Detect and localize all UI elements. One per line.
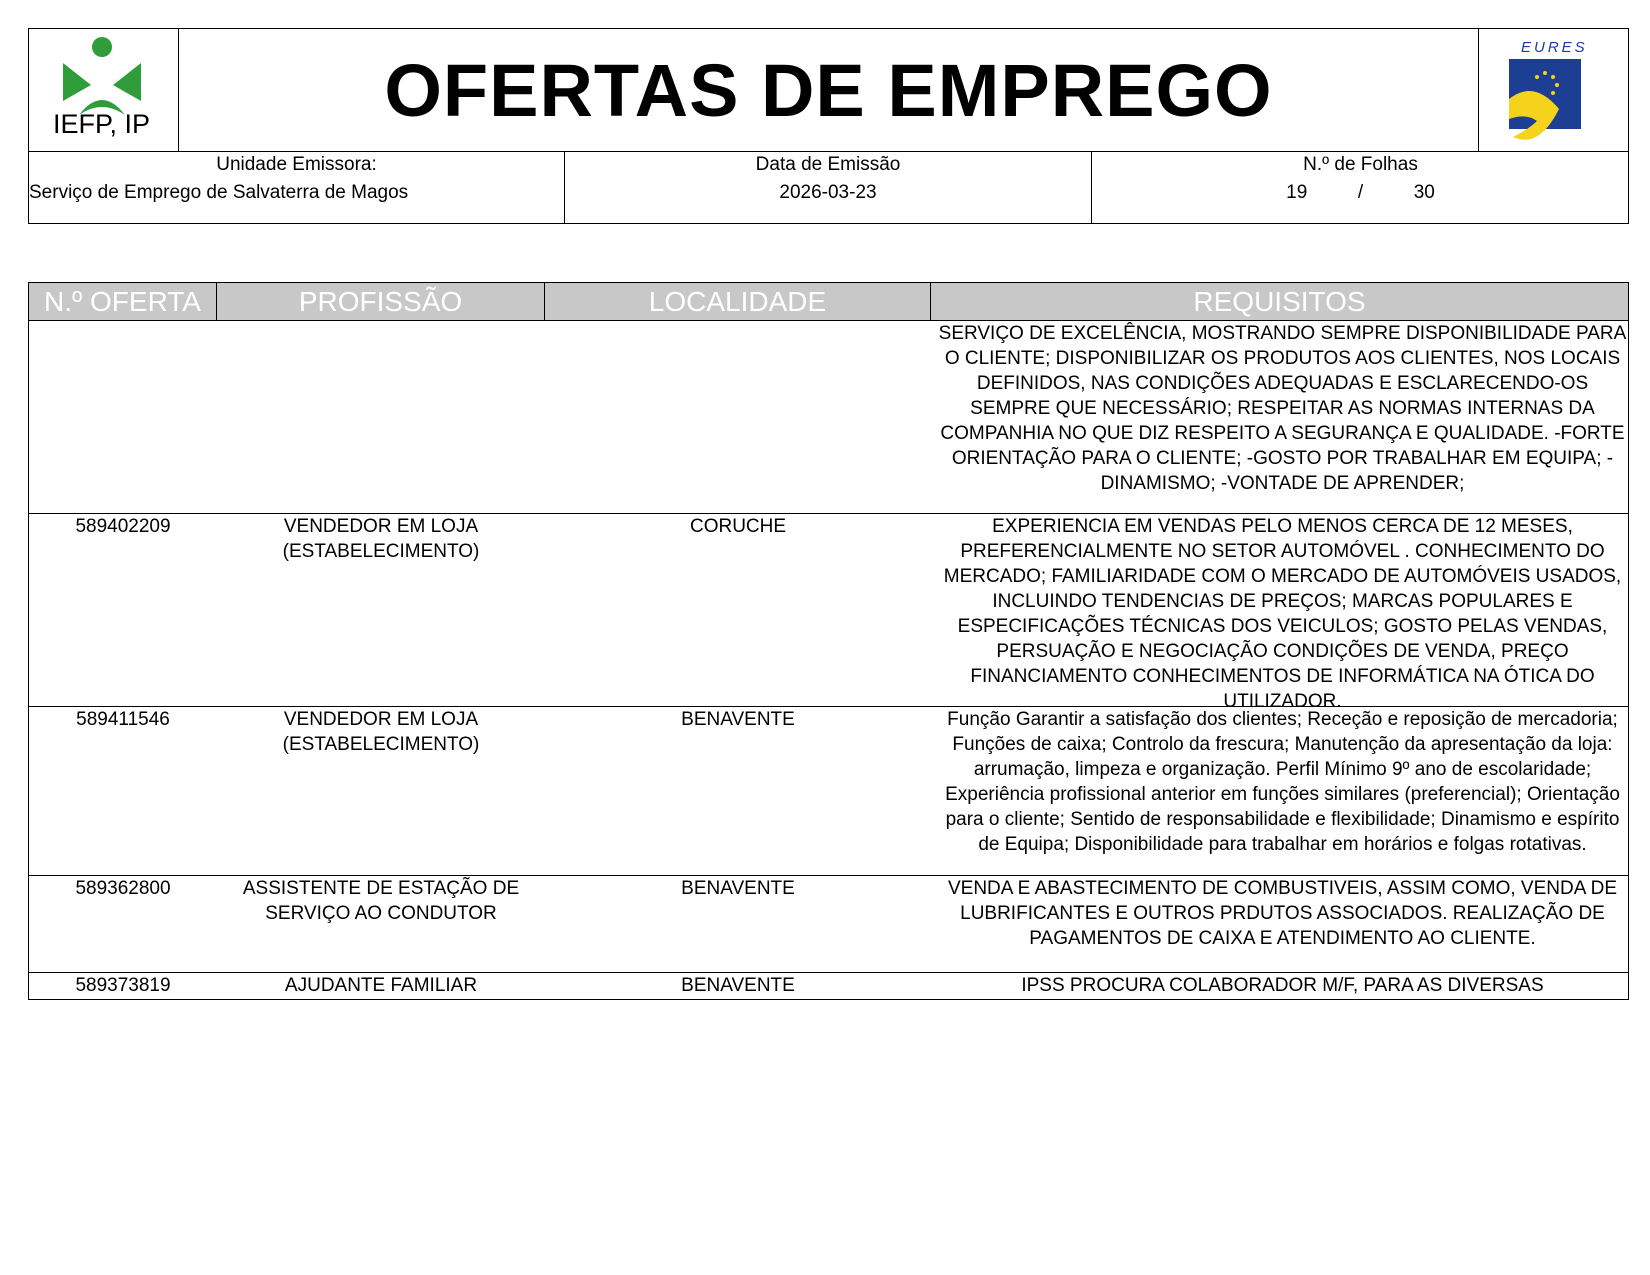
profissao: VENDEDOR EM LOJA (ESTABELECIMENTO) bbox=[282, 709, 480, 755]
oferta-number: 589411546 bbox=[76, 709, 170, 730]
oferta-number: 589373819 bbox=[75, 975, 171, 996]
job-offers-table bbox=[28, 282, 1629, 1000]
iefp-logo-text: IEFP, IP bbox=[53, 109, 151, 139]
column-header-profissao: PROFISSÃO bbox=[217, 283, 545, 320]
header-info-row bbox=[29, 151, 1628, 223]
localidade: CORUCHE bbox=[689, 516, 787, 537]
folhas-separator: / bbox=[1357, 182, 1364, 203]
data-emissao-cell bbox=[565, 151, 1092, 223]
localidade: BENAVENTE bbox=[681, 975, 795, 996]
folhas-label: N.º de Folhas bbox=[1303, 154, 1418, 175]
column-header-localidade: LOCALIDADE bbox=[545, 283, 931, 320]
localidade: BENAVENTE bbox=[681, 709, 795, 730]
folhas-total: 30 bbox=[1413, 182, 1435, 203]
table-row bbox=[29, 321, 1628, 514]
column-header-oferta: N.º OFERTA bbox=[29, 283, 217, 320]
eures-logo-text: EURES bbox=[1521, 39, 1588, 56]
requisitos: VENDA E ABASTECIMENTO DE COMBUSTIVEIS, ASSIM COMO, VENDA DE LUBRIFICANTES E OUTROS PRDUTOS ASSOCIADOS. REALIZAÇÃO DE PAGAMENTOS DE CAIXA E ATENDIMENTO AO CLIENTE. bbox=[947, 878, 1618, 949]
requisitos: Função Garantir a satisfação dos clientes; Receção e reposição de mercadoria; Funções de caixa; Controlo da frescura; Manutenção da apresentação da loja: arrumação, limpeza e organização. Perfil Mínimo 9º ano de escolaridade; Experiência profissional anterior em funções similares (preferencial); Orientação para o cliente; Sentido de responsabilidade e flexibilidade; Dinamismo e espírito de Equipa; Disponibilidade para trabalhar em horários e folgas rotativas. bbox=[945, 709, 1620, 855]
oferta-number: 589402209 bbox=[75, 516, 171, 537]
oferta-number: 589362800 bbox=[75, 878, 171, 899]
profissao: ASSISTENTE DE ESTAÇÃO DE SERVIÇO AO CONDUTOR bbox=[242, 878, 520, 924]
data-value: 2026-03-23 bbox=[779, 182, 877, 203]
requisitos: IPSS PROCURA COLABORADOR M/F, PARA AS DIVERSAS bbox=[1021, 975, 1544, 996]
eures-logo bbox=[1478, 29, 1628, 151]
folhas-cell bbox=[1092, 151, 1629, 223]
page-title: OFERTAS DE EMPREGO bbox=[384, 48, 1273, 132]
document-header bbox=[28, 28, 1629, 224]
localidade: BENAVENTE bbox=[681, 878, 795, 899]
table-row bbox=[29, 707, 1628, 876]
profissao: VENDEDOR EM LOJA (ESTABELECIMENTO) bbox=[282, 516, 480, 562]
profissao: AJUDANTE FAMILIAR bbox=[284, 975, 478, 996]
unidade-emissora-cell bbox=[29, 151, 565, 223]
table-header-row bbox=[29, 283, 1628, 321]
table-row bbox=[29, 876, 1628, 973]
column-header-requisitos: REQUISITOS bbox=[1193, 286, 1366, 317]
iefp-logo bbox=[29, 29, 179, 151]
folhas-value bbox=[1092, 182, 1629, 204]
folhas-current: 19 bbox=[1286, 182, 1308, 203]
unidade-label: Unidade Emissora: bbox=[216, 154, 377, 175]
requisitos: SERVIÇO DE EXCELÊNCIA, MOSTRANDO SEMPRE DISPONIBILIDADE PARA O CLIENTE; DISPONIBILIZAR OS PRODUTOS AOS CLIENTES, NOS LOCAIS DEFINIDOS, NAS CONDIÇÕES ADEQUADAS E ESCLARECENDO-OS SEMPRE QUE NECESSÁRIO; RESPEITAR AS NORMAS INTERNAS DA COMPANHIA NO QUE DIZ RESPEITO A SEGURANÇA E QUALIDADE. -FORTE ORIENTAÇÃO PARA O CLIENTE; -GOSTO POR TRABALHAR EM EQUIPA; -DINAMISMO; -VONTADE DE APRENDER; bbox=[938, 323, 1627, 494]
table-row bbox=[29, 514, 1628, 712]
table-row bbox=[29, 973, 1628, 999]
requisitos: EXPERIENCIA EM VENDAS PELO MENOS CERCA DE 12 MESES, PREFERENCIALMENTE NO SETOR AUTOMÓVEL . CONHECIMENTO DO MERCADO; FAMILIARIDADE COM O MERCADO DE AUTOMÓVEIS USADOS, INCLUINDO TENDENCIAS DE PREÇOS; MARCAS POPULARES E ESPECIFICAÇÕES TÉCNICAS DOS VEICULOS; GOSTO PELAS VENDAS, PERSUAÇÃO E NEGOCIAÇÃO CONDIÇÕES DE VENDA, PREÇO FINANCIAMENTO CONHECIMENTOS DE INFORMÁTICA NA ÓTICA DO UTILIZADOR. bbox=[943, 516, 1622, 712]
unidade-value: Serviço de Emprego de Salvaterra de Magos bbox=[29, 182, 409, 203]
data-label: Data de Emissão bbox=[755, 154, 901, 175]
header-title-row bbox=[29, 29, 1628, 152]
